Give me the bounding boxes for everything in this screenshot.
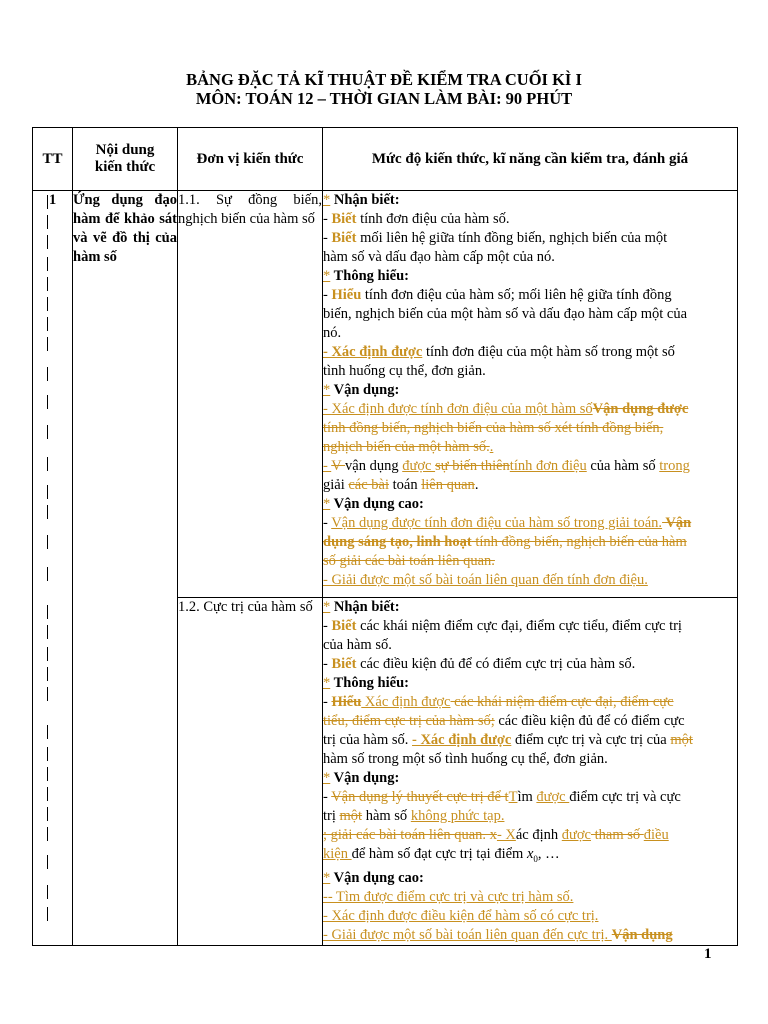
- requirement-line: trị của hàm số. - Xác định được điểm cực trị và cực trị của một: [323, 732, 693, 748]
- unit-1-1-requirements: [323, 191, 738, 598]
- header-don-vi: Đơn vị kiến thức: [178, 128, 323, 191]
- document-title-line1: BẢNG ĐẶC TẢ KĨ THUẬT ĐỀ KIỂM TRA CUỐI KÌ I: [186, 70, 582, 89]
- keyword: Biết: [331, 230, 357, 246]
- noi-dung-cell: Ứng dụng đạo hàm để khảo sát và vẽ đồ thị của hàm số: [73, 191, 178, 946]
- level-van-dung: Vận dụng:: [330, 770, 400, 786]
- keyword: - Xác định được: [412, 732, 512, 748]
- requirement-line: hàm số trong một số tình huống cụ thể, đơn giản.: [323, 751, 608, 767]
- requirement-line: [323, 419, 737, 438]
- requirement-line: trị một hàm số không phức tạp.: [323, 808, 505, 824]
- tt-cell: [33, 191, 73, 946]
- level-heading: [323, 674, 737, 693]
- keyword: Biết: [331, 618, 357, 634]
- requirement-line: - Hiểu tính đơn điệu của hàm số; mối liên hệ giữa tính đồng: [323, 287, 672, 303]
- requirement-line: tình huống cụ thể, đơn giản.: [323, 363, 486, 379]
- unit-1-2-requirements: [323, 598, 738, 946]
- requirement-line: nghịch biến của một hàm số..: [323, 439, 494, 455]
- requirement-line: - Giải được một số bài toán liên quan đến tính đơn điệu.: [323, 572, 648, 588]
- bullet-star: *: [323, 675, 331, 691]
- requirement-line: - Giải được một số bài toán liên quan đến cực trị. Vận dụng: [323, 926, 673, 943]
- keyword: Hiểu: [331, 287, 362, 303]
- level-thong-hieu: Thông hiểu:: [330, 675, 409, 691]
- keyword: Biết: [331, 211, 357, 227]
- specification-table: [32, 127, 738, 946]
- requirement-line: hàm số và dấu đạo hàm cấp một của nó.: [323, 249, 555, 265]
- bullet-star: *: [323, 382, 331, 398]
- bullet-star: *: [323, 869, 331, 886]
- requirement-line: - Hiểu Xác định được các khái niệm điểm cực đại, điểm cực: [323, 694, 674, 710]
- table-header-row: [33, 128, 738, 191]
- requirement-line: dụng sáng tạo, linh hoạt tính đồng biến, nghịch biến của hàm: [323, 534, 687, 550]
- level-van-dung-cao: Vận dụng cao:: [330, 496, 424, 512]
- level-heading: [323, 869, 737, 888]
- level-heading: [323, 769, 737, 788]
- bullet-star: *: [323, 599, 331, 615]
- header-noi-dung-line2: kiến thức: [94, 159, 156, 175]
- requirement-line: ; giải các bài toán liên quan. x- Xác định được tham số điều: [323, 827, 669, 843]
- bullet-star: *: [323, 268, 331, 284]
- keyword: Biết: [331, 656, 357, 672]
- level-heading: [323, 381, 737, 400]
- level-van-dung-cao: Vận dụng cao:: [330, 869, 424, 886]
- requirement-line: biến, nghịch biến của một hàm số và dấu đạo hàm cấp một của: [323, 306, 688, 322]
- requirement-line: - V vận dụng được sự biến thiêntính đơn điệu của hàm số trong: [323, 458, 690, 474]
- requirement-line: kiện để hàm số đạt cực trị tại điểm $x_0$, …: [323, 846, 560, 864]
- requirement-line: - Xác định được tính đơn điệu của một hàm sốVận dụng được: [323, 401, 689, 417]
- requirement-line: số giải các bài toán liên quan.: [323, 553, 495, 569]
- requirement-line: giải các bài toán liên quan.: [323, 477, 479, 493]
- requirement-line: - Xác định được điều kiện để hàm số có cực trị.: [323, 907, 599, 924]
- requirement-line: - Vận dụng được tính đơn điệu của hàm số trong giải toán. Vận: [323, 515, 692, 531]
- requirement-line: - Biết các khái niệm điểm cực đại, điểm cực tiểu, điểm cực trị: [323, 618, 682, 634]
- requirement-line: - Biết tính đơn điệu của hàm số.: [323, 211, 510, 227]
- tt-number: 1: [49, 192, 57, 208]
- keyword: - Xác định được: [323, 344, 423, 360]
- header-noi-dung: [73, 128, 178, 191]
- bullet-star: *: [323, 192, 331, 208]
- page-number: 1: [704, 946, 712, 962]
- requirement-line: của hàm số.: [323, 637, 392, 653]
- requirement-line: nó.: [323, 325, 342, 341]
- tracked-deletion: Vận dụng được: [592, 401, 689, 417]
- level-van-dung: Vận dụng:: [330, 382, 400, 398]
- level-heading: [323, 495, 737, 514]
- table-row: [33, 191, 738, 598]
- header-tt: TT: [33, 128, 73, 191]
- level-heading: [323, 598, 737, 617]
- requirement-line: - Biết mối liên hệ giữa tính đồng biến, nghịch biến của một: [323, 230, 668, 246]
- requirement-line: - Xác định được tính đơn điệu của một hàm số trong một số: [323, 344, 675, 360]
- level-nhan-biet: Nhận biết:: [330, 192, 400, 208]
- level-heading: [323, 191, 737, 210]
- tracked-deletion: nghịch biến của một hàm số.: [323, 439, 490, 455]
- bullet-star: *: [323, 496, 331, 512]
- level-thong-hieu: Thông hiểu:: [330, 268, 409, 284]
- unit-1-1-cell: 1.1. Sự đồng biến, nghịch biến của hàm số: [178, 191, 323, 598]
- requirement-line: - Vận dụng lý thuyết cực trị để tTìm được điểm cực trị và cực: [323, 789, 681, 805]
- tracked-deletion: tính đồng biến, nghịch biến của hàm số xét tính đồng biến,: [323, 420, 664, 436]
- level-nhan-biet: Nhận biết:: [330, 599, 400, 615]
- document-title-line2: MÔN: TOÁN 12 – THỜI GIAN LÀM BÀI: 90 PHÚT: [195, 89, 573, 108]
- bullet-star: *: [323, 770, 331, 786]
- requirement-line: tiểu, điểm cực trị của hàm số; các điều kiện đủ để có điểm cực: [323, 713, 685, 729]
- header-muc-do: Mức độ kiến thức, kĩ năng cần kiểm tra, đánh giá: [323, 128, 738, 191]
- requirement-line: -- Tìm được điểm cực trị và cực trị hàm số.: [323, 888, 574, 905]
- level-heading: [323, 267, 737, 286]
- header-noi-dung-line1: Nội dung: [95, 142, 155, 158]
- unit-1-2-cell: 1.2. Cực trị của hàm số: [178, 598, 323, 946]
- tracked-insertion: Xác định được tính đơn điệu của một hàm số: [331, 401, 593, 417]
- requirement-line: - Biết các điều kiện đủ để có điểm cực trị của hàm số.: [323, 656, 636, 672]
